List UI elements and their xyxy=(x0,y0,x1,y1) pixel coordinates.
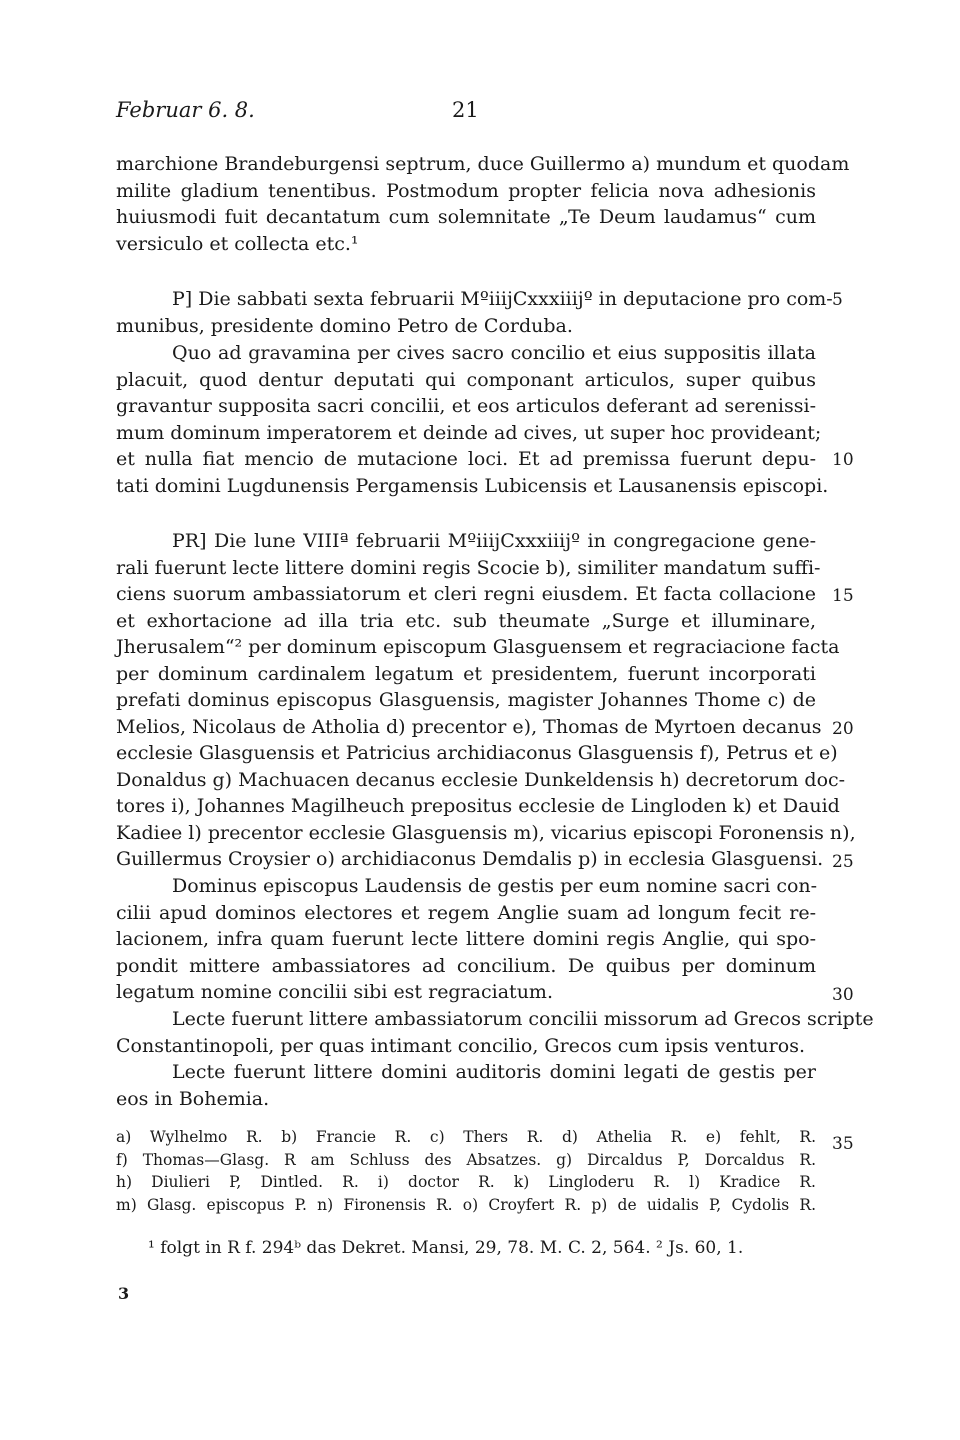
text-line: Lecte fuerunt littere ambassiatorum concilii missorum ad Grecos scripte xyxy=(172,1008,874,1030)
paragraph-3 xyxy=(116,340,829,499)
text-line: PR] Die lune VIIIª februarii MºiiijCxxxiiijº in congregacione gene- xyxy=(172,530,816,552)
note-line: a) Wylhelmo R. b) Francie R. c) Thers R. d) Athelia R. e) fehlt, R. xyxy=(116,1128,816,1146)
text-line: per dominum cardinalem legatum et presidentem, fuerunt incorporati xyxy=(116,662,816,685)
text-line: Quo ad gravamina per cives sacro concilio et eius suppositis illata xyxy=(172,342,816,364)
note-line: h) Diulieri P, Dintled. R. i) doctor R. k) Lingloderu R. l) Kradice R. xyxy=(116,1173,816,1191)
text-line: Donaldus g) Machuacen decanus ecclesie Dunkeldensis h) decretorum doc- xyxy=(116,768,846,791)
text-line: rali fuerunt lecte littere domini regis Scocie b), similiter mandatum suffi- xyxy=(116,556,821,579)
text-line: munibus, presidente domino Petro de Corduba. xyxy=(116,314,573,337)
text-line: tati domini Lugdunensis Pergamensis Lubicensis et Lausanensis episcopi. xyxy=(116,474,829,497)
text-line: Kadiee l) precentor ecclesie Glasguensis m), vicarius episcopi Foronensis n), xyxy=(116,821,856,844)
paragraph-7 xyxy=(116,1059,816,1112)
line-number: 35 xyxy=(832,1134,854,1154)
text-line: Guillermus Croysier o) archidiaconus Demdalis p) in ecclesia Glasguensi. xyxy=(116,848,824,870)
text-line: huiusmodi fuit decantatum cum solemnitate „Te Deum laudamus“ cum xyxy=(116,206,816,228)
line-number: 30 xyxy=(832,985,854,1005)
footnote: ¹ folgt in R f. 294ᵇ das Dekret. Mansi, 29, 78. M. C. 2, 564. ² Js. 60, 1. xyxy=(148,1238,744,1258)
line-number: 15 xyxy=(832,586,854,606)
text-line: marchione Brandeburgensi septrum, duce Guillermo a) mundum et quodam xyxy=(116,153,850,175)
line-number: 20 xyxy=(832,719,854,739)
text-line: gravantur supposita sacri concilii, et eos articulos deferant ad serenissi- xyxy=(116,395,816,417)
text-line: eos in Bohemia. xyxy=(116,1087,270,1110)
text-line: lacionem, infra quam fuerunt lecte littere domini regis Anglie, qui spo- xyxy=(116,928,816,950)
signature-mark: 3 xyxy=(118,1284,130,1303)
text-line: versiculo et collecta etc.¹ xyxy=(116,232,359,255)
text-line: cilii apud dominos electores et regem Anglie suam ad longum fecit re- xyxy=(116,901,816,924)
text-line: milite gladium tenentibus. Postmodum propter felicia nova adhesionis xyxy=(116,179,816,202)
page-number: 21 xyxy=(452,98,479,122)
line-number: 10 xyxy=(832,450,854,470)
variant-notes xyxy=(116,1126,816,1216)
text-line: Jherusalem“² per dominum episcopum Glasguensem et regraciacione facta xyxy=(116,636,840,658)
note-line: m) Glasg. episcopus P. n) Fironensis R. o) Croyfert R. p) de uidalis P, Cydolis R. xyxy=(116,1195,816,1214)
text-line: mum dominum imperatorem et deinde ad cives, ut super hoc provideant; xyxy=(116,421,822,444)
text-line: P] Die sabbati sexta februarii MºiiijCxxxiiijº in deputacione pro com- xyxy=(172,288,833,310)
text-line: et nulla fiat mencio de mutacione loci. Et ad premissa fuerunt depu- xyxy=(116,448,816,470)
text-line: Dominus episcopus Laudensis de gestis per eum nomine sacri con- xyxy=(172,875,818,897)
text-line: Lecte fuerunt littere domini auditoris domini legati de gestis per xyxy=(172,1061,816,1083)
note-line: f) Thomas—Glasg. R am Schluss des Absatzes. g) Dircaldus P, Dorcaldus R. xyxy=(116,1150,816,1169)
paragraph-1 xyxy=(116,151,850,257)
text-line: ciens suorum ambassiatorum et cleri regni eiusdem. Et facta collacione xyxy=(116,583,816,605)
paragraph-2 xyxy=(116,286,833,339)
text-line: legatum nomine concilii sibi est regraciatum. xyxy=(116,981,553,1003)
text-line: Melios, Nicolaus de Atholia d) precentor e), Thomas de Myrtoen decanus xyxy=(116,715,822,738)
text-line: prefati dominus episcopus Glasguensis, magister Johannes Thome c) de xyxy=(116,689,816,711)
text-line: Constantinopoli, per quas intimant concilio, Grecos cum ipsis venturos. xyxy=(116,1034,805,1057)
paragraph-6 xyxy=(116,1006,874,1059)
text-line: ecclesie Glasguensis et Patricius archidiaconus Glasguensis f), Petrus et e) xyxy=(116,742,838,764)
text-line: et exhortacione ad illa tria etc. sub theumate „Surge et illuminare, xyxy=(116,609,816,632)
paragraph-5 xyxy=(116,873,816,1006)
running-header-date: Februar 6. 8. xyxy=(116,98,255,122)
text-line: placuit, quod dentur deputati qui componant articulos, super quibus xyxy=(116,368,816,391)
line-number: 25 xyxy=(832,852,854,872)
text-line: pondit mittere ambassiatores ad concilium. De quibus per dominum xyxy=(116,954,816,977)
text-line: tores i), Johannes Magilheuch prepositus ecclesie de Lingloden k) et Dauid xyxy=(116,795,840,817)
line-number: 5 xyxy=(832,290,843,310)
